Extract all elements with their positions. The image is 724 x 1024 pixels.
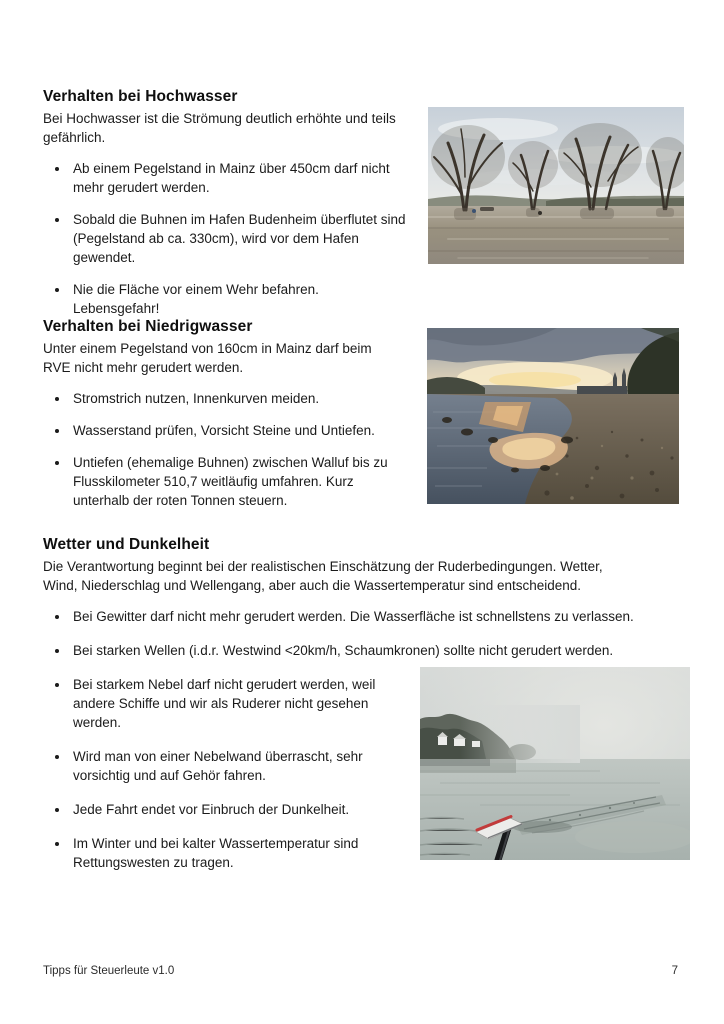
bullet-list <box>43 675 407 872</box>
low-water-sunset-photo-graphic <box>427 328 679 504</box>
bullet-list <box>43 389 407 510</box>
section-intro: Bei Hochwasser ist die Strömung deutlich erhöhte und teils gefährlich. <box>43 111 396 145</box>
footer-document-version: Tipps für Steuerleute v1.0 <box>43 965 175 977</box>
fog-oar-photo-graphic <box>420 667 690 860</box>
bullet-item: • Bei starken Wellen (i.d.r. Westwind <20km/h, Schaumkronen) sollte nicht gerudert werden. <box>70 641 635 660</box>
bullet-item: • Sobald die Buhnen im Hafen Budenheim überflutet sind (Pegelstand ab ca. 330cm), wird vor dem Hafen gewendet. <box>70 210 407 267</box>
page-footer <box>43 965 678 977</box>
bullet-item: • Nie die Fläche vor einem Wehr befahren. Lebensgefahr! <box>70 280 407 318</box>
bullet-item: • Ab einem Pegelstand in Mainz über 450cm darf nicht mehr gerudert werden. <box>70 159 407 197</box>
section-intro: Die Verantwortung beginnt bei der realistischen Einschätzung der Ruderbedingungen. Wetter, Wind, Niederschlag und Wellengang, aber auch die Wassertemperatur sind entscheidend. <box>43 559 603 593</box>
section-niedrigwasser <box>43 318 435 523</box>
flood-photo <box>428 107 684 264</box>
bullet-item: • Wird man von einer Nebelwand überrascht, sehr vorsichtig und auf Gehör fahren. <box>70 747 407 785</box>
section-hochwasser <box>43 88 435 331</box>
bullet-item: • Stromstrich nutzen, Innenkurven meiden. <box>70 389 407 408</box>
flood-photo-graphic <box>428 107 684 264</box>
low-water-sunset-photo <box>427 328 679 504</box>
page-number: 7 <box>671 965 678 977</box>
bullet-item: • Wasserstand prüfen, Vorsicht Steine und Untiefen. <box>70 421 407 440</box>
bullet-item: • Untiefen (ehemalige Buhnen) zwischen Walluf bis zu Flusskilometer 510,7 weitläufig umfahren. Kurz unterhalb der roten Tonnen steuern. <box>70 453 407 510</box>
bullet-list <box>43 159 407 318</box>
bullet-item: • Bei Gewitter darf nicht mehr gerudert werden. Die Wasserfläche ist schnellstens zu verlassen. <box>70 607 635 626</box>
bullet-item: • Im Winter und bei kalter Wassertemperatur sind Rettungswesten zu tragen. <box>70 834 407 872</box>
bullet-item: • Bei starkem Nebel darf nicht gerudert werden, weil andere Schiffe und wir als Ruderer nicht gesehen werden. <box>70 675 407 732</box>
section-intro: Unter einem Pegelstand von 160cm in Mainz darf beim RVE nicht mehr gerudert werden. <box>43 341 372 375</box>
fog-oar-photo <box>420 667 690 860</box>
section-title: Verhalten bei Hochwasser <box>43 88 238 105</box>
section-title: Verhalten bei Niedrigwasser <box>43 318 253 335</box>
section-title: Wetter und Dunkelheit <box>43 536 210 553</box>
bullet-item: • Jede Fahrt endet vor Einbruch der Dunkelheit. <box>70 800 407 819</box>
bullet-list <box>43 607 635 660</box>
